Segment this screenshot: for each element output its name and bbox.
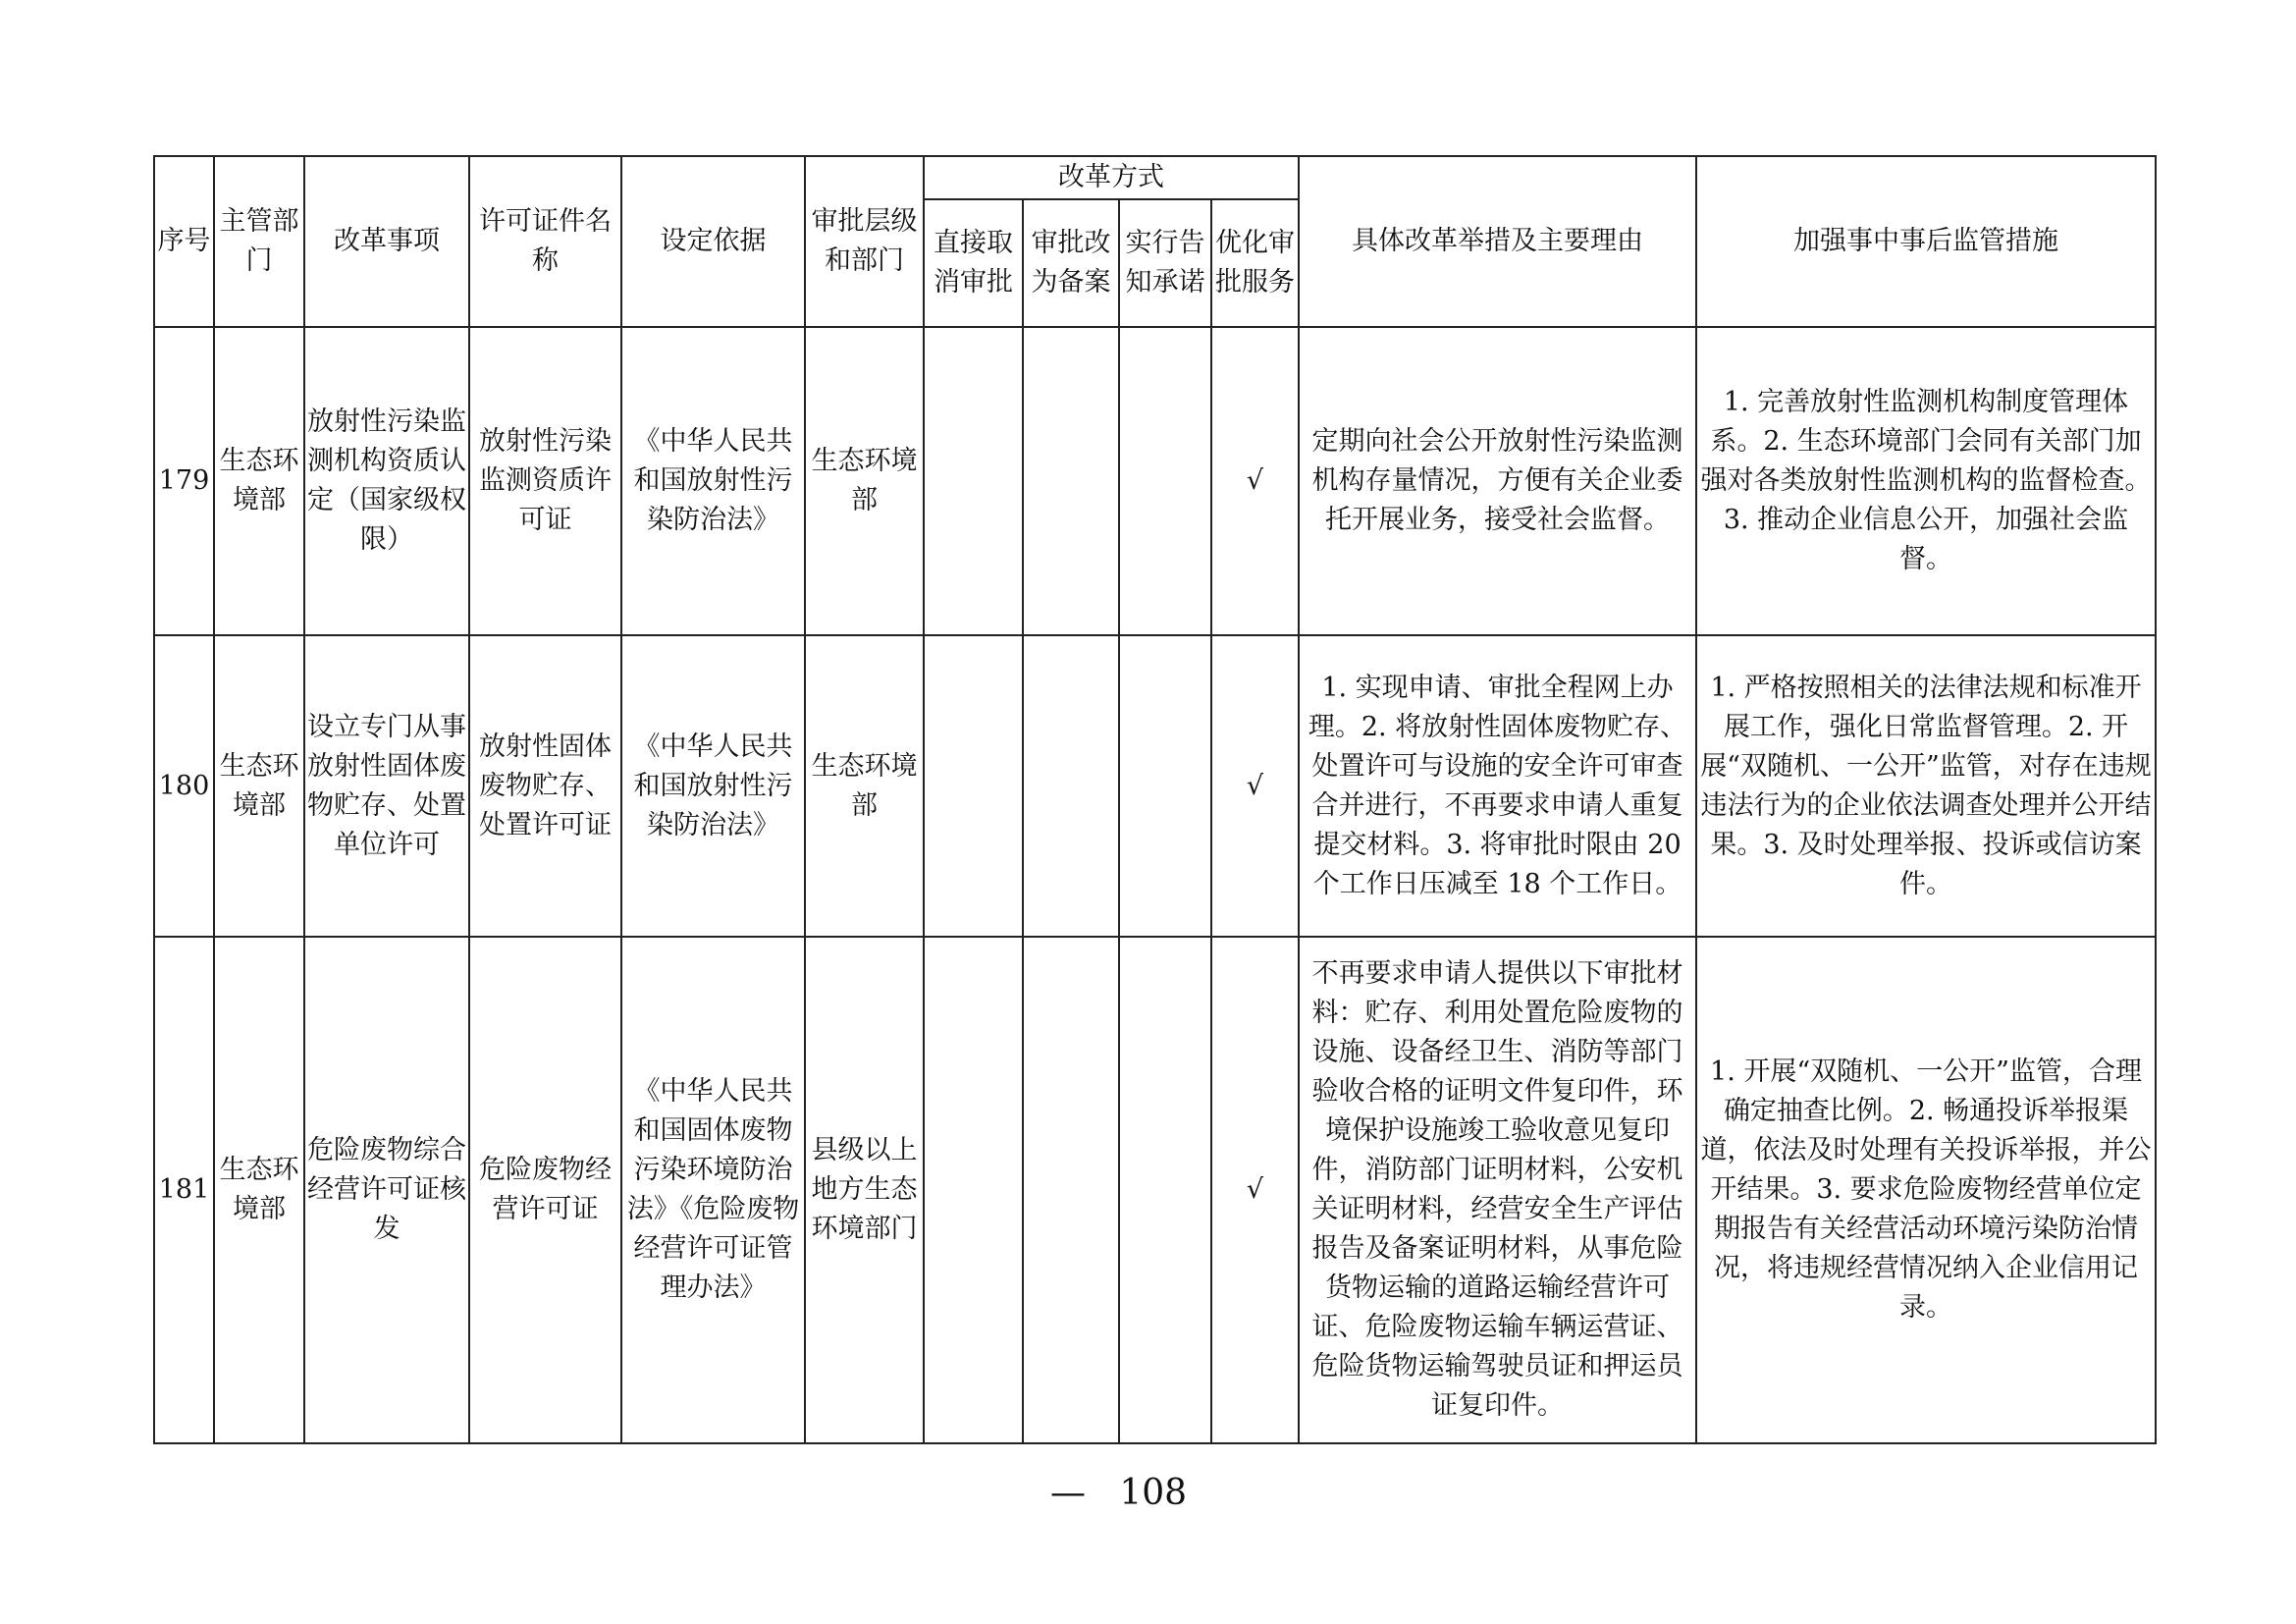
header-method-optimize: 优化审批服务 [1211,199,1299,327]
row-mark-optimize: √ [1211,327,1299,635]
row-dept: 生态环境部 [214,635,304,937]
header-measures: 具体改革举措及主要理由 [1299,156,1696,327]
row-license: 放射性固体废物贮存、处置许可证 [469,635,621,937]
page-number: 108 [1119,1473,1188,1513]
header-method-notification: 实行告知承诺 [1119,199,1211,327]
row-dept: 生态环境部 [214,937,304,1443]
row-mark-notification [1119,635,1211,937]
row-mark-cancel [924,937,1023,1443]
page-footer [1050,1469,1247,1518]
table-row [154,327,2156,635]
row-basis: 《中华人民共和国放射性污染防治法》 [621,635,805,937]
header-basis: 设定依据 [621,156,805,327]
header-level: 审批层级和部门 [805,156,924,327]
row-mark-cancel [924,635,1023,937]
row-mark-notification [1119,327,1211,635]
header-method-filing: 审批改为备案 [1023,199,1119,327]
row-item: 危险废物综合经营许可证核发 [304,937,469,1443]
row-measures: 1. 实现申请、审批全程网上办理。2. 将放射性固体废物贮存、处置许可与设施的安全许可审查合并进行，不再要求申请人重复提交材料。3. 将审批时限由 20 个工作日压减至 18 个工作日。 [1299,635,1696,937]
row-mark-filing [1023,327,1119,635]
header-supervision: 加强事中事后监管措施 [1696,156,2156,327]
row-supervision: 1. 严格按照相关的法律法规和标准开展工作，强化日常监督管理。2. 开展“双随机、一公开”监管，对存在违规违法行为的企业依法调查处理并公开结果。3. 及时处理举报、投诉或信访案件。 [1696,635,2156,937]
header-row-1 [154,156,2156,199]
reform-table [153,155,2157,1444]
row-seq: 180 [154,635,214,937]
row-level: 县级以上地方生态环境部门 [805,937,924,1443]
header-seq: 序号 [154,156,214,327]
row-mark-optimize: √ [1211,635,1299,937]
row-mark-filing [1023,937,1119,1443]
row-item: 设立专门从事放射性固体废物贮存、处置单位许可 [304,635,469,937]
row-mark-optimize: √ [1211,937,1299,1443]
table-row [154,635,2156,937]
row-supervision: 1. 开展“双随机、一公开”监管，合理确定抽查比例。2. 畅通投诉举报渠道，依法及时处理有关投诉举报，并公开结果。3. 要求危险废物经营单位定期报告有关经营活动环境污染防治情况，将违规经营情况纳入企业信用记录。 [1696,937,2156,1443]
header-dept: 主管部门 [214,156,304,327]
row-mark-notification [1119,937,1211,1443]
row-mark-cancel [924,327,1023,635]
row-license: 危险废物经营许可证 [469,937,621,1443]
row-level: 生态环境部 [805,327,924,635]
row-measures: 不再要求申请人提供以下审批材料：贮存、利用处置危险废物的设施、设备经卫生、消防等部门验收合格的证明文件复印件，环境保护设施竣工验收意见复印件，消防部门证明材料，公安机关证明材料，经营安全生产评估报告及备案证明材料，从事危险货物运输的道路运输经营许可证、危险废物运输车辆运营证、危险货物运输驾驶员证和押运员证复印件。 [1299,937,1696,1443]
row-level: 生态环境部 [805,635,924,937]
row-supervision: 1. 完善放射性监测机构制度管理体系。2. 生态环境部门会同有关部门加强对各类放射性监测机构的监督检查。3. 推动企业信息公开，加强社会监督。 [1696,327,2156,635]
row-seq: 181 [154,937,214,1443]
header-license: 许可证件名称 [469,156,621,327]
table-row [154,937,2156,1443]
row-mark-filing [1023,635,1119,937]
row-item: 放射性污染监测机构资质认定（国家级权限） [304,327,469,635]
header-item: 改革事项 [304,156,469,327]
row-license: 放射性污染监测资质许可证 [469,327,621,635]
row-basis: 《中华人民共和国固体废物污染环境防治法》《危险废物经营许可证管理办法》 [621,937,805,1443]
row-measures: 定期向社会公开放射性污染监测机构存量情况，方便有关企业委托开展业务，接受社会监督。 [1299,327,1696,635]
row-basis: 《中华人民共和国放射性污染防治法》 [621,327,805,635]
row-dept: 生态环境部 [214,327,304,635]
header-method-cancel: 直接取消审批 [924,199,1023,327]
header-method-group: 改革方式 [924,156,1299,199]
footer-dash: — [1050,1473,1086,1513]
row-seq: 179 [154,327,214,635]
